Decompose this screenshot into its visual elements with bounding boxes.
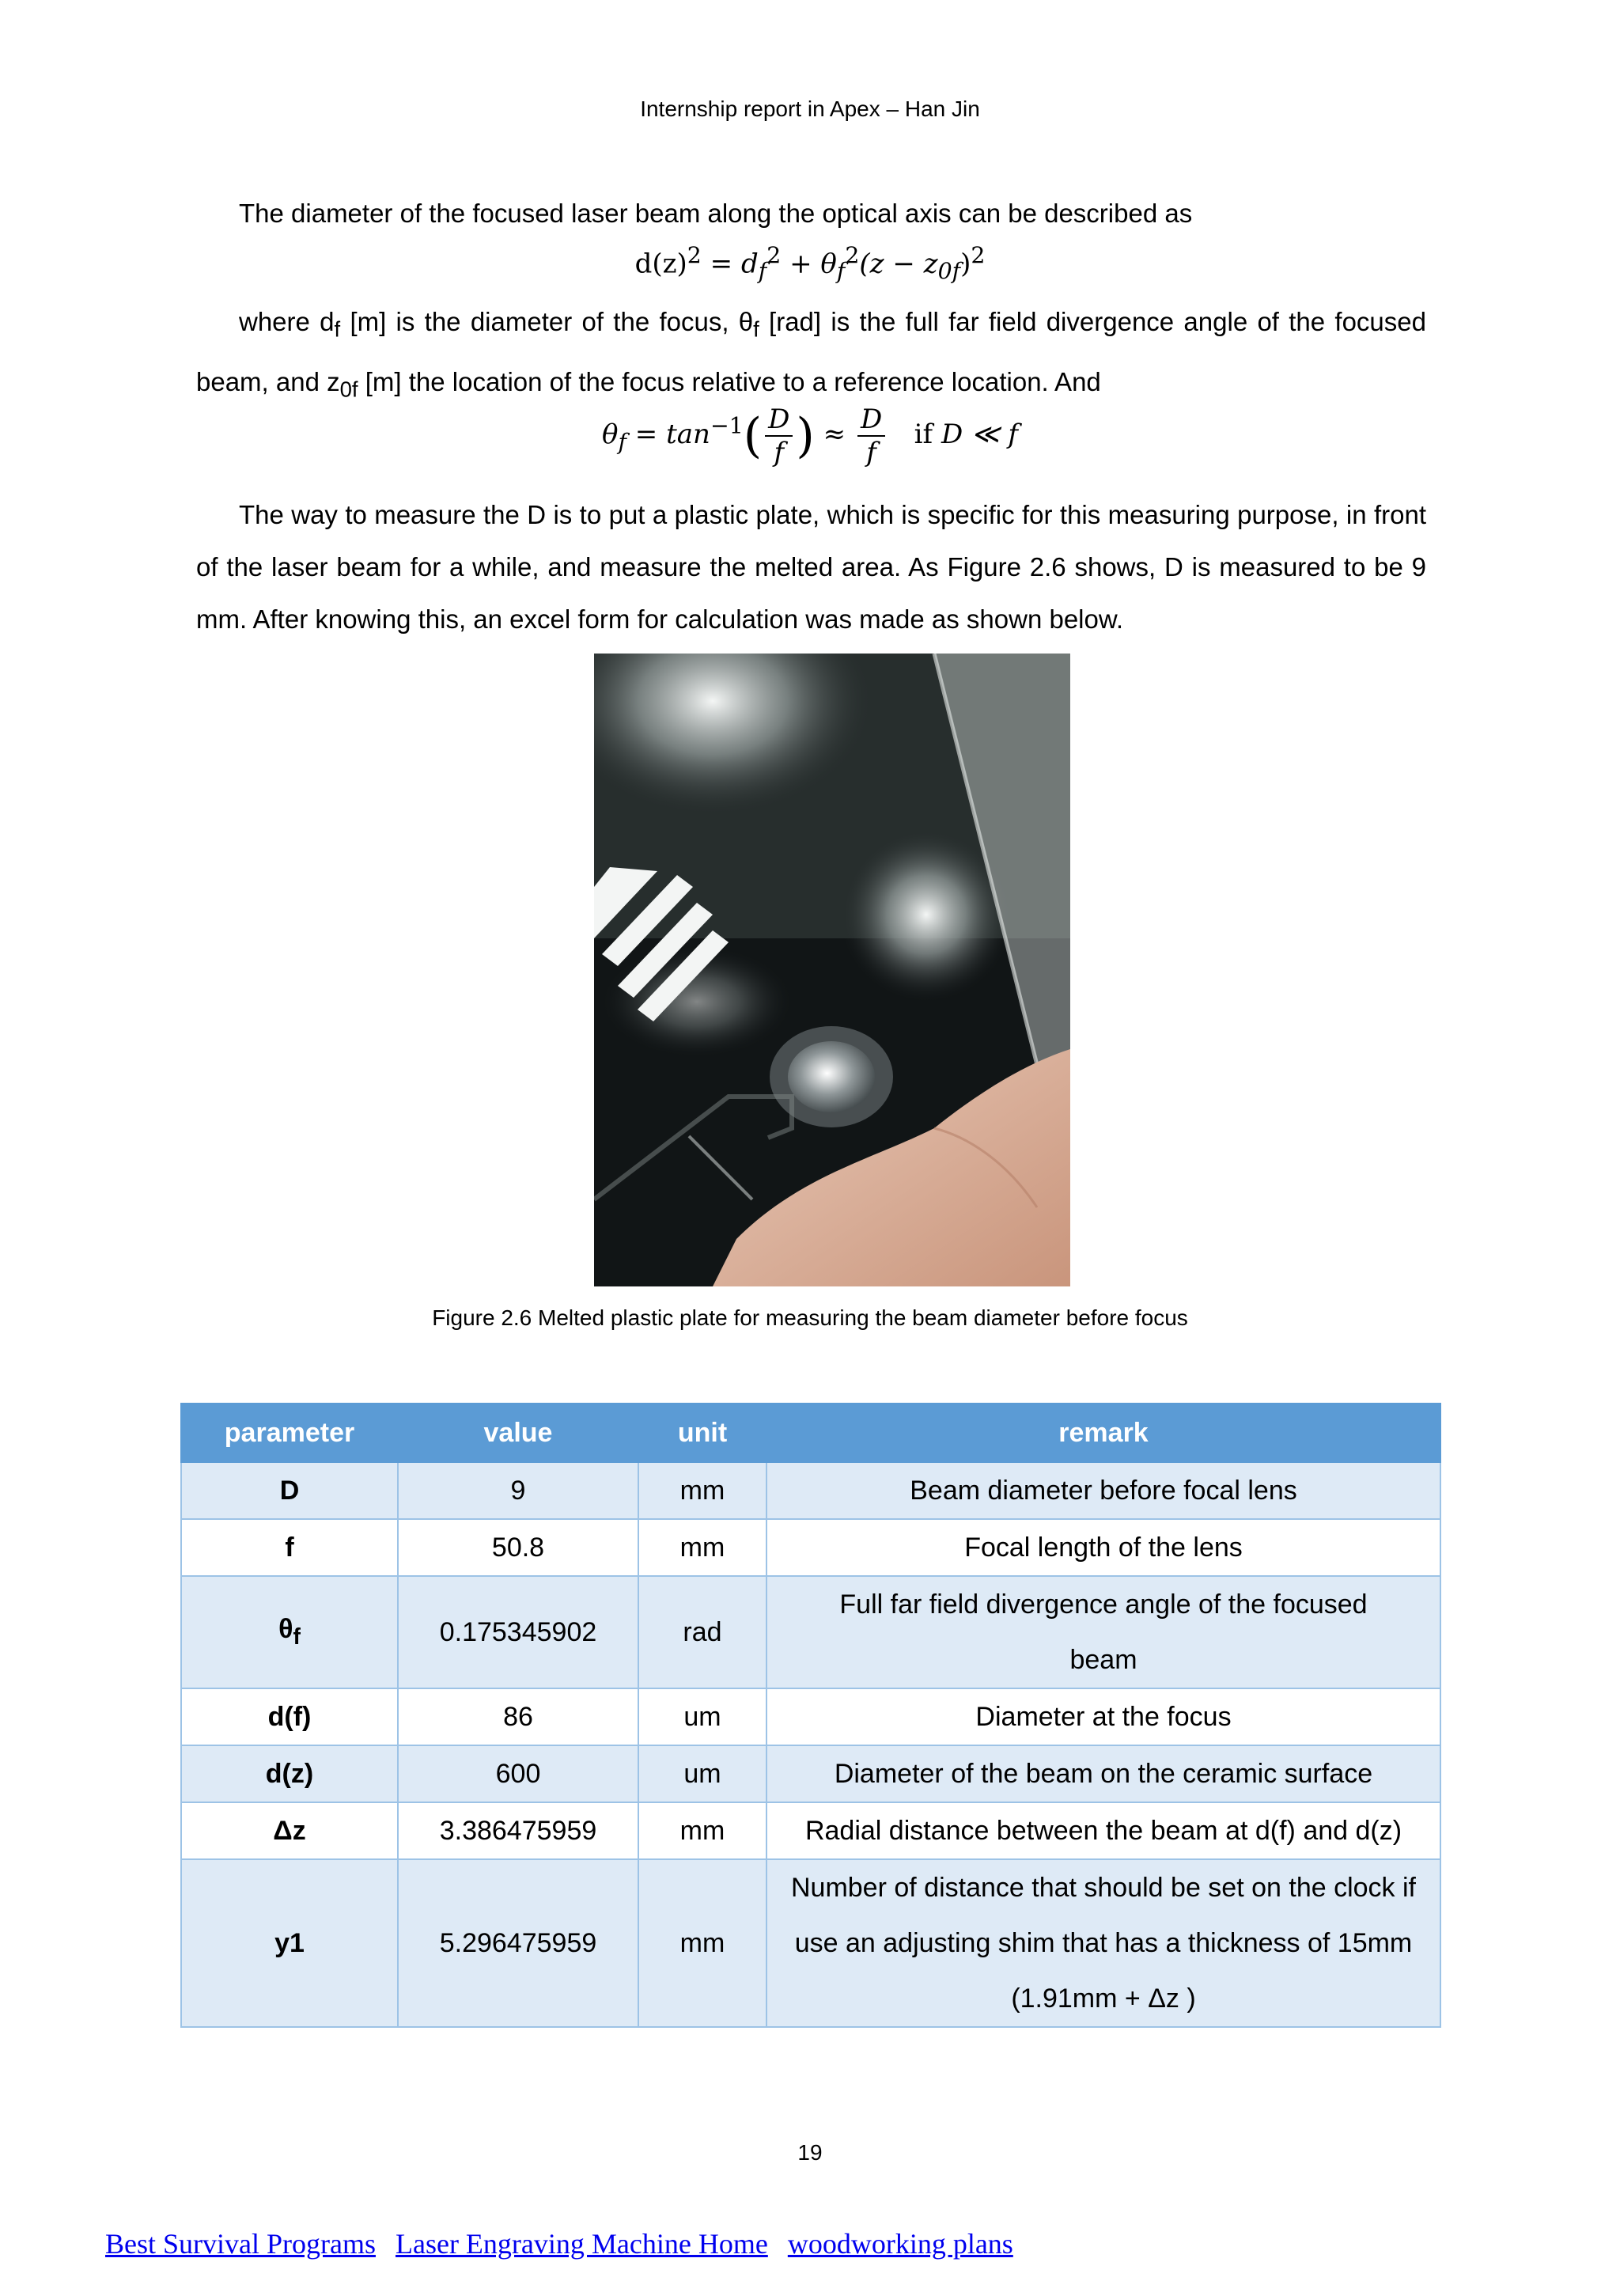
parameter-cell: $\theta_f$ [181, 1576, 398, 1688]
unit-cell: rad [638, 1576, 766, 1688]
remark-cell: Diameter at the focus [766, 1688, 1440, 1745]
table-row [181, 1462, 1440, 1519]
value-cell: 50.8 [398, 1519, 638, 1576]
unit-cell: mm [638, 1859, 766, 2027]
value-cell: 3.386475959 [398, 1802, 638, 1859]
footer-link-best-survival-programs[interactable]: Best Survival Programs [105, 2228, 376, 2260]
remark-cell: Diameter of the beam on the ceramic surface [766, 1745, 1440, 1802]
parameter-cell: f [181, 1519, 398, 1576]
page-number: 19 [797, 2140, 823, 2165]
value-cell: 0.175345902 [398, 1576, 638, 1688]
value-cell: 86 [398, 1688, 638, 1745]
column-header-value: value [398, 1404, 638, 1462]
table-row [181, 1745, 1440, 1802]
column-header-parameter: parameter [181, 1404, 398, 1462]
table-row [181, 1802, 1440, 1859]
table-row [181, 1688, 1440, 1745]
remark-cell: Radial distance between the beam at d(f) and d(z) [766, 1802, 1440, 1859]
unit-cell: um [638, 1688, 766, 1745]
equation-beam-diameter: $d(z)^2 = d_f^2 + \theta_f^2(z - z_{0f})^2$ [634, 242, 986, 285]
footer-links [105, 2227, 1026, 2260]
parameter-cell: y1 [181, 1859, 398, 2027]
parameter-cell: d(z) [181, 1745, 398, 1802]
table-row [181, 1859, 1440, 2027]
paragraph-measurement: The way to measure the D is to put a plastic plate, which is specific for this measuring purpose, in front of the laser beam for a while, and measure the melted area. As Figure 2.6 shows, D is measured to be 9 mm. After knowing this, an excel form for calculation was made as shown below. [196, 500, 1426, 634]
value-cell: 600 [398, 1745, 638, 1802]
value-cell: 5.296475959 [398, 1859, 638, 2027]
unit-cell: mm [638, 1462, 766, 1519]
parameter-cell: d(f) [181, 1688, 398, 1745]
figure-caption: Figure 2.6 Melted plastic plate for measuring the beam diameter before focus [432, 1305, 1188, 1330]
remark-cell: Number of distance that should be set on the clock if use an adjusting shim that has a thickness of 15mm (1.91mm + Δz ) [766, 1859, 1440, 2027]
footer-link-laser-engraving-machine-home[interactable]: Laser Engraving Machine Home [395, 2228, 768, 2260]
column-header-remark: remark [766, 1404, 1440, 1462]
remark-cell: Beam diameter before focal lens [766, 1462, 1440, 1519]
table-row [181, 1519, 1440, 1576]
value-cell: 9 [398, 1462, 638, 1519]
unit-cell: mm [638, 1802, 766, 1859]
melted-plastic-plate-photo [594, 654, 1070, 1286]
table-header-row [181, 1404, 1440, 1462]
unit-cell: um [638, 1745, 766, 1802]
unit-cell: mm [638, 1519, 766, 1576]
parameter-table [180, 1403, 1441, 2028]
table-row [181, 1576, 1440, 1688]
parameter-cell: Δz [181, 1802, 398, 1859]
column-header-unit: unit [638, 1404, 766, 1462]
footer-link-woodworking-plans[interactable]: woodworking plans [787, 2228, 1013, 2260]
running-header: Internship report in Apex – Han Jin [640, 97, 980, 121]
remark-cell: Full far field divergence angle of the focused beam [766, 1576, 1440, 1688]
remark-cell: Focal length of the lens [766, 1519, 1440, 1576]
parameter-cell: D [181, 1462, 398, 1519]
paragraph-intro: The diameter of the focused laser beam along the optical axis can be described as [239, 199, 1193, 228]
paragraph-definitions: where $d_f$ [m] is the diameter of the focus, $\theta_f$ [rad] is the full far field divergence angle of the focused beam, and $z_{0f}$ [m] the location of the focus relative to a reference location. And [196, 307, 1426, 402]
equation-divergence-angle: $\theta_f = \tan^{-1}$( $\frac{D}{f}$ ) ≈ $\frac{D}{f}$ if D ≪ f [602, 404, 1018, 468]
